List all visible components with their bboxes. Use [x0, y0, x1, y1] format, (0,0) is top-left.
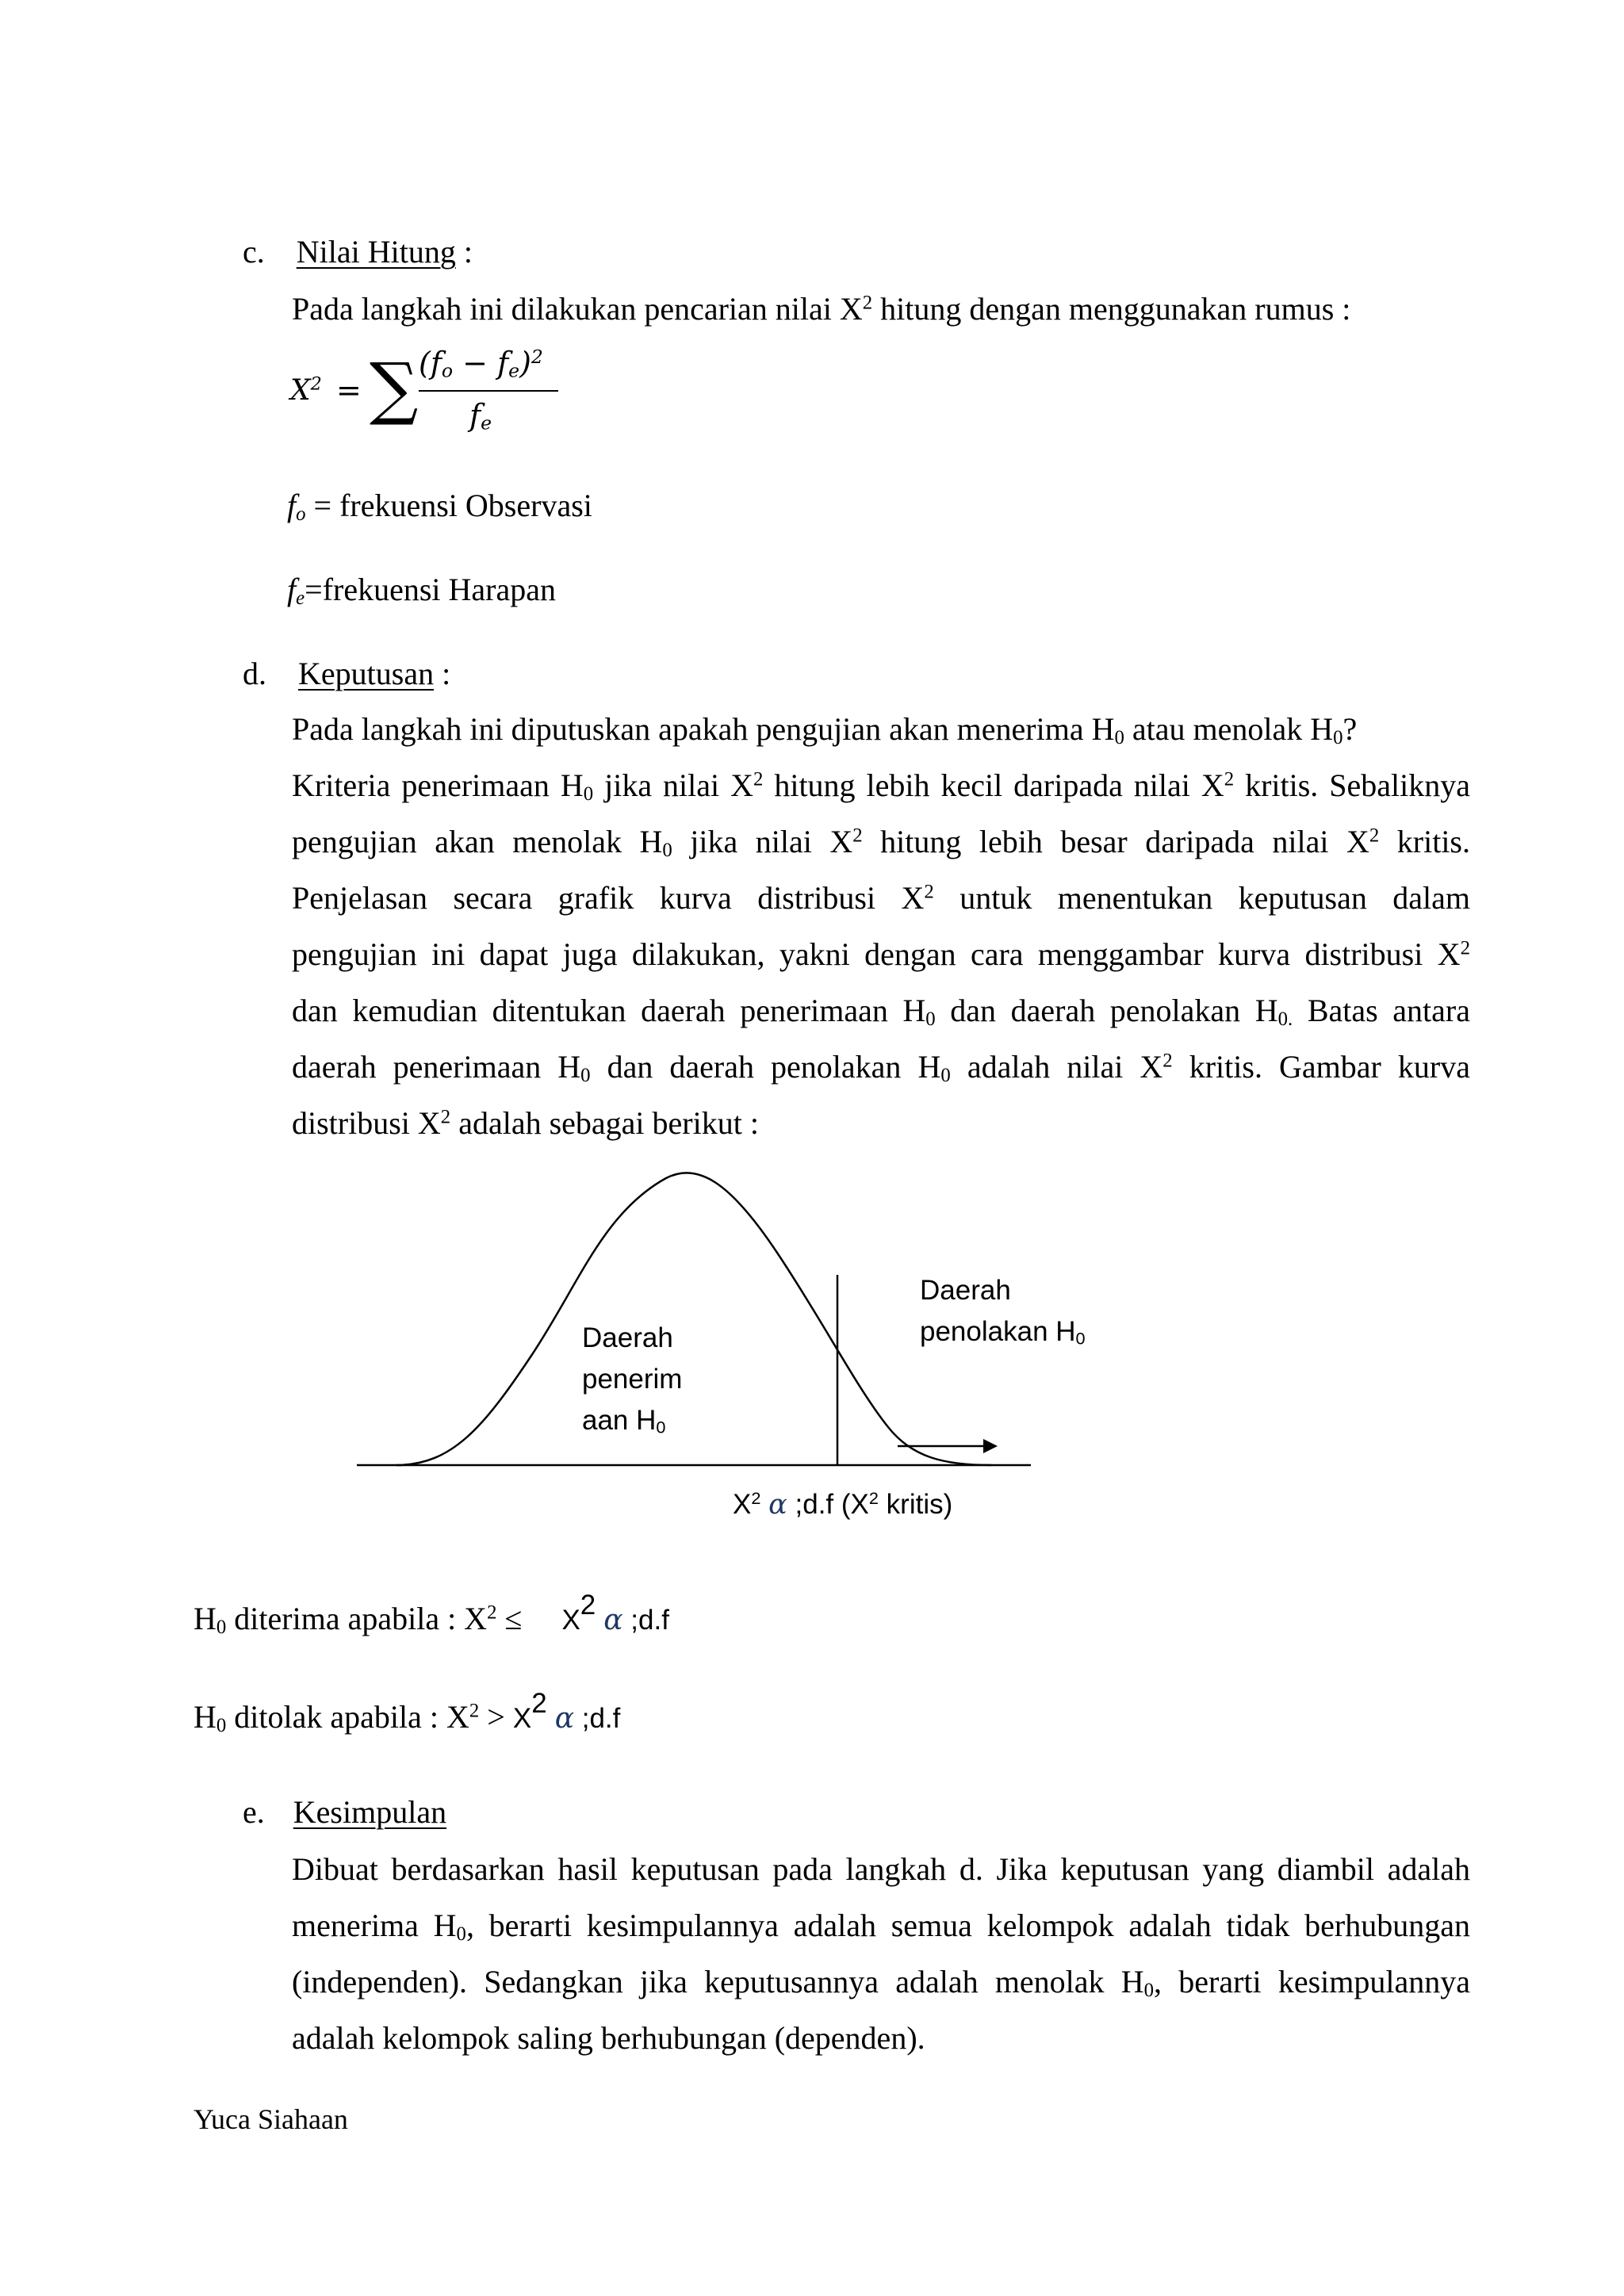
section-e-title: Kesimpulan — [293, 1794, 447, 1830]
section-c-label: c. — [243, 234, 265, 270]
section-c-title: Nilai Hitung — [296, 234, 456, 270]
section-d-line-5: pengujian ini dapat juga dilakukan, yakni dengan cara menggambar kurva distribusi $X^2$ — [292, 936, 1470, 972]
section-e-line-3: (independen). Sedangkan jika keputusannya adalah menolak $H_0$, berarti kesimpulannya — [292, 1964, 1470, 2001]
section-e-line-1: Dibuat berdasarkan hasil keputusan pada langkah d. Jika keputusan yang diambil adalah — [292, 1851, 1470, 1887]
formula-denominator: $f_e$ — [469, 398, 492, 434]
section-c-heading: c. Nilai Hitung : — [243, 234, 473, 270]
reject-rule: $H_0$ ditolak apabila : $X^2 > X^2$ α ;d.f — [193, 1687, 621, 1736]
section-d-heading: d. Keputusan : — [243, 656, 451, 691]
section-d-line-7: daerah penerimaan $H_0$ dan daerah penolakan $H_0$ adalah nilai $X^2$ kritis. Gambar kurva — [292, 1049, 1470, 1086]
distribution-curve — [396, 1173, 991, 1465]
footer-author: Yuca Siahaan — [193, 2103, 348, 2135]
section-e-line-2: menerima $H_0$, berarti kesimpulannya adalah semua kelompok adalah tidak berhubungan — [292, 1908, 1470, 1945]
definition-fe: $f_e=frekuensi$ Harapan — [287, 572, 556, 609]
section-e-heading — [243, 1784, 446, 1840]
section-d-line-1: Pada langkah ini diputuskan apakah pengujian akan menerima $H_0$ atau menolak $H_0$? — [292, 711, 1358, 748]
fraction-bar — [419, 390, 558, 392]
alpha-symbol: α — [554, 1702, 574, 1735]
section-d-line-2: Kriteria penerimaan $H_0$ jika nilai $X^2$ hitung lebih kecil daripada nilai $X^2$ kritis. Sebaliknya — [292, 767, 1470, 805]
section-e-line-4: adalah kelompok saling berhubungan (dependen). — [292, 2020, 925, 2056]
alpha-symbol: α — [603, 1604, 623, 1636]
alpha-symbol: α — [768, 1489, 787, 1521]
formula-numerator: $(f_o - f_e)^2$ — [419, 346, 543, 382]
sigma-symbol: ∑ — [370, 349, 419, 428]
definition-fo: $f_o$ = frekuensi Observasi — [287, 488, 592, 525]
chi-square-formula: $X^2$ = ∑ $(f_o - f_e)^2$ $f_e$ — [290, 341, 576, 444]
rejection-region-label: Daerah penolakan $H_0$ — [920, 1275, 1086, 1349]
section-d-line-8: distribusi $X^2$ adalah sebagai berikut : — [292, 1105, 759, 1141]
section-d-title: Keputusan — [298, 656, 435, 691]
section-d-line-6: dan kemudian ditentukan daerah penerimaan $H_0$ dan daerah penolakan $H_{0.}$ Batas antara — [292, 993, 1470, 1030]
section-d-line-3: pengujian akan menolak $H_0$ jika nilai $X^2$ hitung lebih besar daripada nilai $X^2$ kritis. — [292, 824, 1471, 861]
accept-rule: $H_0$ diterima apabila : $X^2 \le X^2$ α ;d.f — [193, 1589, 669, 1638]
section-e-label: e. — [243, 1794, 265, 1830]
section-c-intro: Pada langkah ini dilakukan pencarian nilai $X^2$ hitung dengan menggunakan rumus : — [292, 291, 1351, 327]
critical-value-label: $X^2$ α ;d.f ($X^2$ kritis) — [733, 1488, 953, 1521]
acceptance-region-label: Daerah penerim aan $H_0$ — [582, 1322, 683, 1437]
section-d-label: d. — [243, 656, 266, 691]
rejection-arrow-head — [983, 1439, 998, 1453]
section-d-line-4: Penjelasan secara grafik kurva distribusi $X^2$ untuk menentukan keputusan dalam — [292, 880, 1470, 916]
